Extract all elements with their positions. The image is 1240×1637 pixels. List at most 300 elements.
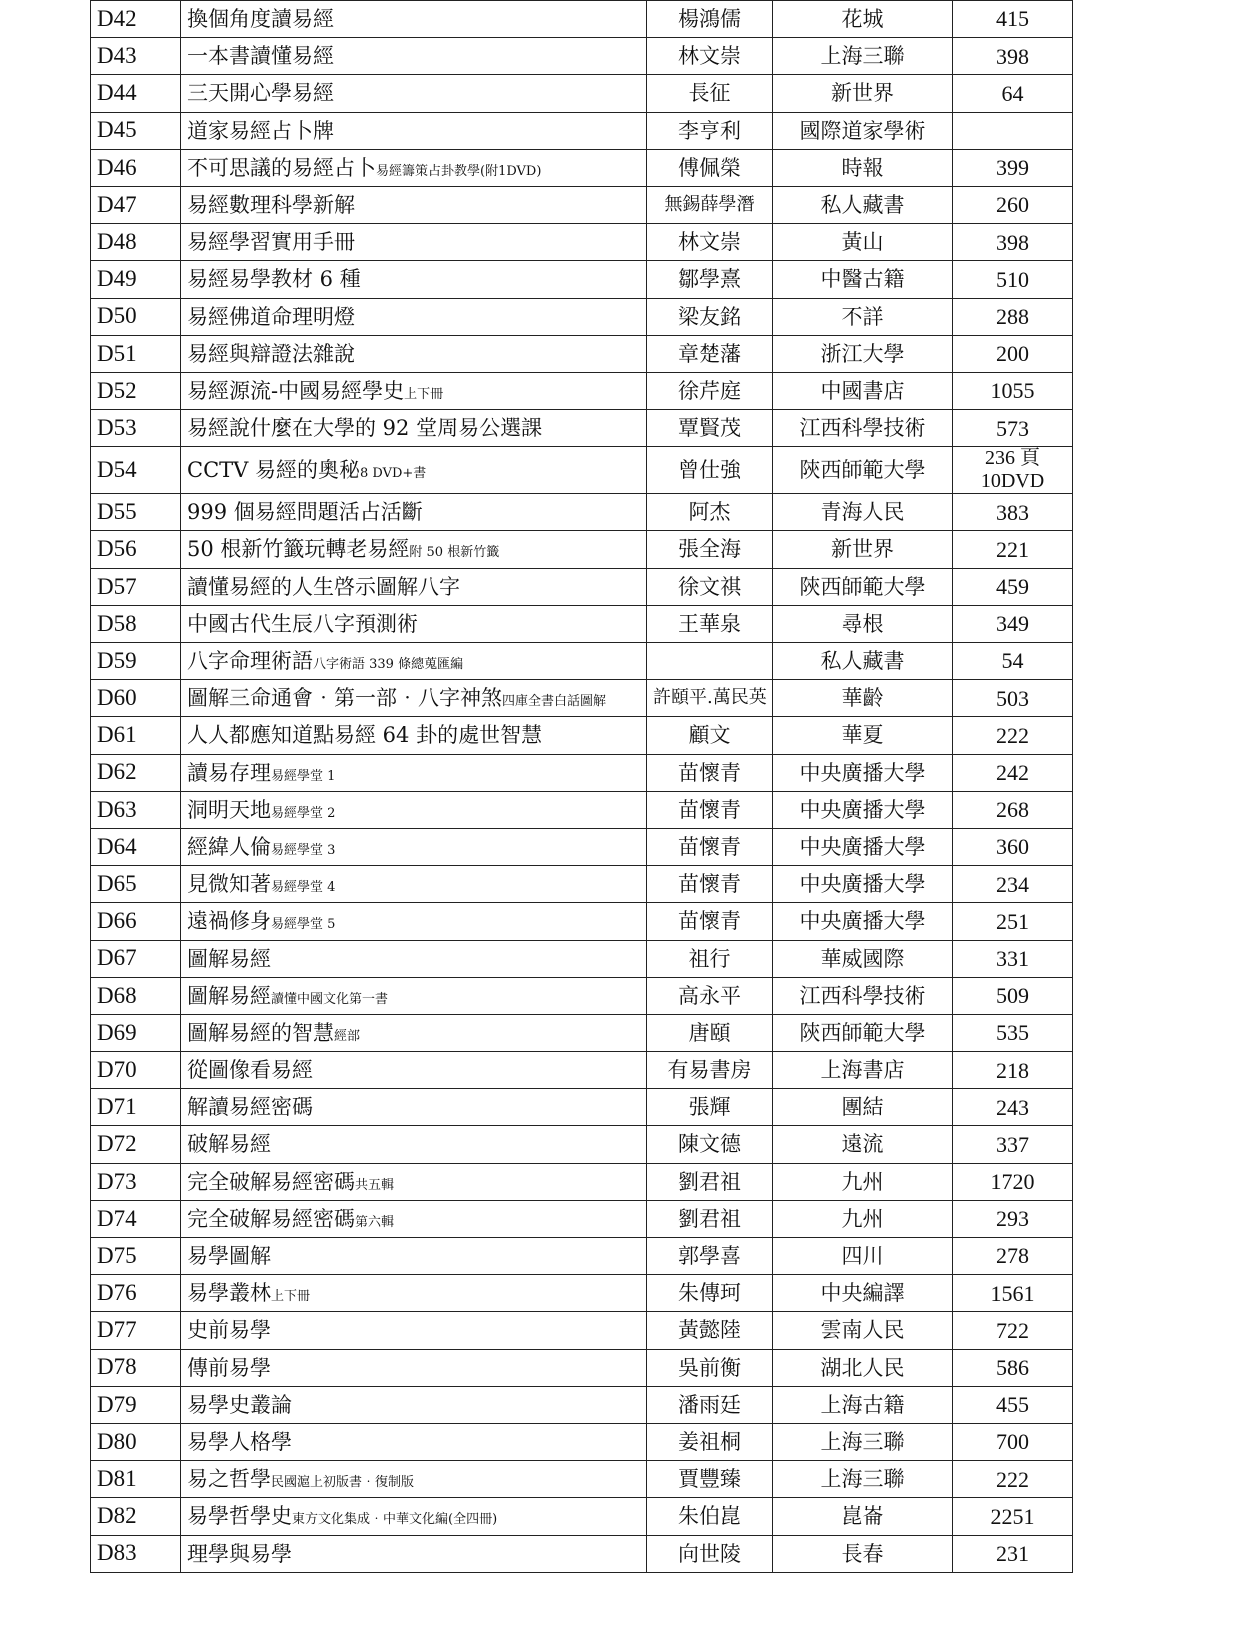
- book-title: 易學哲學史: [187, 1504, 292, 1529]
- publisher-cell: 九州: [773, 1200, 953, 1237]
- publisher-cell: 崑崙: [773, 1498, 953, 1535]
- table-row: [91, 531, 1073, 568]
- book-subtitle: 易經學堂 4: [271, 880, 336, 896]
- book-subtitle: 易經學堂 5: [271, 917, 336, 933]
- book-title-cell: [181, 903, 647, 940]
- book-title-cell: [181, 447, 647, 494]
- table-row: [91, 149, 1073, 186]
- book-title: 易經學習實用手冊: [187, 230, 355, 255]
- book-title-cell: [181, 494, 647, 531]
- author-cell: 劉君祖: [647, 1163, 773, 1200]
- book-title-cell: [181, 1312, 647, 1349]
- author-cell: 郭學喜: [647, 1238, 773, 1275]
- pages-cell: [953, 643, 1073, 680]
- book-subtitle: 易經學堂 2: [271, 805, 336, 821]
- pages-cell: [953, 1238, 1073, 1275]
- book-code-cell: D48: [91, 224, 181, 261]
- table-row: [91, 940, 1073, 977]
- publisher-cell: 雲南人民: [773, 1312, 953, 1349]
- table-row: [91, 1238, 1073, 1275]
- page-count: 415: [996, 6, 1029, 32]
- book-code-cell: D75: [91, 1238, 181, 1275]
- book-title-cell: [181, 1200, 647, 1237]
- author-cell: 林文崇: [647, 224, 773, 261]
- page-count: 398: [996, 229, 1029, 255]
- publisher-cell: 中國書店: [773, 372, 953, 409]
- book-code-cell: D80: [91, 1423, 181, 1460]
- book-title-cell: [181, 828, 647, 865]
- page-count: 398: [996, 43, 1029, 69]
- book-title-cell: [181, 940, 647, 977]
- page-count: 218: [996, 1057, 1029, 1083]
- book-title-cell: [181, 298, 647, 335]
- book-code-cell: D68: [91, 977, 181, 1014]
- book-title: 經緯人倫: [187, 834, 271, 859]
- page-count: 242: [996, 760, 1029, 785]
- table-row: [91, 754, 1073, 791]
- author-cell: 苗懷青: [647, 828, 773, 865]
- author-cell: 李亨利: [647, 112, 773, 149]
- book-title-cell: [181, 680, 647, 717]
- book-title: 完全破解易經密碼: [187, 1206, 355, 1231]
- publisher-cell: 團結: [773, 1089, 953, 1126]
- book-code-cell: D58: [91, 605, 181, 642]
- pages-cell: [953, 224, 1073, 261]
- author-cell: 章楚藩: [647, 335, 773, 372]
- author-cell: 向世陵: [647, 1535, 773, 1572]
- author-cell: 苗懷青: [647, 903, 773, 940]
- pages-cell: [953, 1349, 1073, 1386]
- page-count: 503: [996, 685, 1029, 711]
- book-subtitle: 易經學堂 1: [271, 768, 336, 784]
- pages-cell: [953, 149, 1073, 186]
- author-cell: 苗懷青: [647, 866, 773, 903]
- pages-cell: [953, 1200, 1073, 1237]
- book-title-cell: [181, 977, 647, 1014]
- table-row: [91, 298, 1073, 335]
- book-code-cell: D59: [91, 643, 181, 680]
- table-row: [91, 447, 1073, 494]
- book-code-cell: D62: [91, 754, 181, 791]
- book-subtitle: 民國滬上初版書‧復制版: [271, 1475, 415, 1491]
- table-row: [91, 112, 1073, 149]
- table-row: [91, 372, 1073, 409]
- book-title: 999 個易經問題活占活斷: [187, 500, 423, 525]
- book-title: 易學叢林: [187, 1281, 271, 1306]
- pages-cell: [953, 372, 1073, 409]
- book-title: 易經說什麼在大學的 92 堂周易公選課: [187, 416, 543, 441]
- page-count: 535: [996, 1020, 1029, 1046]
- book-code-cell: D61: [91, 717, 181, 754]
- book-title-cell: [181, 1498, 647, 1535]
- catalog-body: [91, 1, 1073, 1573]
- publisher-cell: 華威國際: [773, 940, 953, 977]
- book-title: 人人都應知道點易經 64 卦的處世智慧: [187, 723, 543, 748]
- page-count: 509: [996, 983, 1029, 1009]
- table-row: [91, 186, 1073, 223]
- book-title: 讀易存理: [187, 760, 271, 785]
- book-subtitle: 易經籌策占卦教學(附1DVD): [376, 163, 542, 179]
- book-subtitle: 經部: [334, 1028, 361, 1044]
- pages-cell: [953, 494, 1073, 531]
- page-count: 573: [996, 415, 1029, 441]
- page-count: 1720: [990, 1169, 1035, 1195]
- book-code-cell: D47: [91, 186, 181, 223]
- page-count: 2251: [990, 1503, 1035, 1529]
- page-count: 10DVD: [980, 470, 1045, 493]
- author-cell: 顧文: [647, 717, 773, 754]
- author-cell: 徐文祺: [647, 568, 773, 605]
- page-count: 234: [996, 871, 1029, 897]
- pages-cell: [953, 828, 1073, 865]
- publisher-cell: 上海三聯: [773, 1461, 953, 1498]
- book-title: 傳前易學: [187, 1355, 271, 1380]
- table-row: [91, 1089, 1073, 1126]
- book-code-cell: D69: [91, 1014, 181, 1051]
- book-title-cell: [181, 531, 647, 568]
- table-row: [91, 410, 1073, 447]
- pages-cell: [953, 75, 1073, 112]
- publisher-cell: 青海人民: [773, 494, 953, 531]
- publisher-cell: 中央廣播大學: [773, 754, 953, 791]
- book-code-cell: D73: [91, 1163, 181, 1200]
- page-count: 1055: [990, 378, 1035, 404]
- book-title-cell: [181, 335, 647, 372]
- book-code-cell: D65: [91, 866, 181, 903]
- table-row: [91, 866, 1073, 903]
- table-row: [91, 261, 1073, 298]
- page-count: 64: [1001, 80, 1024, 106]
- publisher-cell: 私人藏書: [773, 186, 953, 223]
- book-subtitle: 易經學堂 3: [271, 842, 336, 858]
- publisher-cell: 江西科學技術: [773, 410, 953, 447]
- book-code-cell: D49: [91, 261, 181, 298]
- page-count: 268: [996, 797, 1029, 823]
- page-count: 1561: [990, 1280, 1035, 1306]
- book-subtitle: 上下冊: [271, 1289, 311, 1305]
- book-title: 解讀易經密碼: [187, 1095, 313, 1120]
- author-cell: 阿杰: [647, 494, 773, 531]
- pages-cell: [953, 531, 1073, 568]
- book-subtitle: 八字術語 339 條總蒐匯編: [313, 657, 464, 673]
- book-title: 完全破解易經密碼: [187, 1169, 355, 1194]
- book-code-cell: D74: [91, 1200, 181, 1237]
- book-code-cell: D54: [91, 447, 181, 494]
- pages-cell: [953, 410, 1073, 447]
- page-count: 288: [996, 303, 1029, 329]
- publisher-cell: 浙江大學: [773, 335, 953, 372]
- pages-cell: [953, 1535, 1073, 1572]
- book-title-cell: [181, 186, 647, 223]
- table-row: [91, 1461, 1073, 1498]
- publisher-cell: 尋根: [773, 605, 953, 642]
- table-row: [91, 224, 1073, 261]
- pages-cell: [953, 38, 1073, 75]
- pages-cell: [953, 791, 1073, 828]
- book-title: 遠禍修身: [187, 909, 271, 934]
- publisher-cell: 陝西師範大學: [773, 447, 953, 494]
- book-title-cell: [181, 1052, 647, 1089]
- book-title: 中國古代生辰八字預測術: [187, 611, 418, 636]
- table-row: [91, 1386, 1073, 1423]
- book-subtitle: 附 50 根新竹籤: [409, 545, 500, 561]
- book-code-cell: D44: [91, 75, 181, 112]
- page-count: 455: [996, 1392, 1029, 1418]
- author-cell: 徐芹庭: [647, 372, 773, 409]
- pages-cell: [953, 866, 1073, 903]
- author-cell: 潘雨廷: [647, 1386, 773, 1423]
- author-cell: 賈豐臻: [647, 1461, 773, 1498]
- book-title-cell: [181, 866, 647, 903]
- publisher-cell: 長春: [773, 1535, 953, 1572]
- pages-cell: [953, 447, 1073, 494]
- page-count: 700: [996, 1429, 1029, 1455]
- publisher-cell: 新世界: [773, 75, 953, 112]
- page-count: 510: [996, 266, 1029, 292]
- author-cell: 劉君祖: [647, 1200, 773, 1237]
- pages-cell: [953, 1461, 1073, 1498]
- author-cell: 覃賢茂: [647, 410, 773, 447]
- book-code-cell: D77: [91, 1312, 181, 1349]
- pages-cell: [953, 1089, 1073, 1126]
- publisher-cell: 中央廣播大學: [773, 903, 953, 940]
- pages-cell: [953, 1498, 1073, 1535]
- book-code-cell: D56: [91, 531, 181, 568]
- book-subtitle: 8 DVD+書: [359, 466, 427, 482]
- author-cell: 朱傳珂: [647, 1275, 773, 1312]
- book-title: 三天開心學易經: [187, 81, 334, 106]
- book-title-cell: [181, 568, 647, 605]
- book-title: 讀懂易經的人生啓示圖解八字: [187, 574, 460, 599]
- table-row: [91, 1052, 1073, 1089]
- book-title: 易經源流-中國易經學史: [187, 378, 405, 403]
- pages-cell: [953, 754, 1073, 791]
- pages-cell: [953, 1, 1073, 38]
- publisher-cell: 花城: [773, 1, 953, 38]
- author-cell: 唐頤: [647, 1014, 773, 1051]
- author-cell: 楊鴻儒: [647, 1, 773, 38]
- pages-cell: [953, 335, 1073, 372]
- book-subtitle: 第六輯: [355, 1214, 395, 1230]
- book-title-cell: [181, 410, 647, 447]
- author-cell: 張輝: [647, 1089, 773, 1126]
- table-row: [91, 717, 1073, 754]
- book-title: 易學人格學: [187, 1429, 292, 1454]
- page-count: 243: [996, 1094, 1029, 1120]
- book-title: 道家易經占卜牌: [187, 118, 334, 143]
- table-row: [91, 828, 1073, 865]
- book-title-cell: [181, 791, 647, 828]
- table-row: [91, 1423, 1073, 1460]
- book-title-cell: [181, 38, 647, 75]
- book-title-cell: [181, 1275, 647, 1312]
- page-count: 231: [996, 1540, 1029, 1566]
- author-cell: 無錫薛學潛: [647, 186, 773, 223]
- book-code-cell: D45: [91, 112, 181, 149]
- table-row: [91, 75, 1073, 112]
- page-count: 331: [996, 945, 1029, 971]
- book-title-cell: [181, 1014, 647, 1051]
- book-title-cell: [181, 1349, 647, 1386]
- table-row: [91, 38, 1073, 75]
- pages-cell: [953, 1386, 1073, 1423]
- book-code-cell: D82: [91, 1498, 181, 1535]
- table-row: [91, 1498, 1073, 1535]
- table-row: [91, 1163, 1073, 1200]
- book-title: 易經與辯證法雜說: [187, 341, 355, 366]
- book-title: 圖解易經: [187, 946, 271, 971]
- author-cell: 傅佩榮: [647, 149, 773, 186]
- book-code-cell: D53: [91, 410, 181, 447]
- table-row: [91, 568, 1073, 605]
- publisher-cell: 陝西師範大學: [773, 568, 953, 605]
- author-cell: 陳文德: [647, 1126, 773, 1163]
- author-cell: 曾仕強: [647, 447, 773, 494]
- book-code-cell: D60: [91, 680, 181, 717]
- book-code-cell: D79: [91, 1386, 181, 1423]
- book-title-cell: [181, 372, 647, 409]
- book-title-cell: [181, 112, 647, 149]
- publisher-cell: 華齡: [773, 680, 953, 717]
- book-title: 破解易經: [187, 1132, 271, 1157]
- book-title-cell: [181, 149, 647, 186]
- page-count: 54: [1001, 648, 1024, 674]
- table-row: [91, 1275, 1073, 1312]
- publisher-cell: 湖北人民: [773, 1349, 953, 1386]
- pages-cell: [953, 261, 1073, 298]
- pages-cell: [953, 940, 1073, 977]
- pages-cell: [953, 298, 1073, 335]
- table-row: [91, 605, 1073, 642]
- book-title: 從圖像看易經: [187, 1058, 313, 1083]
- page-count: 349: [996, 611, 1029, 637]
- author-cell: [647, 643, 773, 680]
- book-subtitle: 四庫全書白話圖解: [502, 694, 607, 710]
- page-count: 260: [996, 192, 1029, 218]
- book-title-cell: [181, 1423, 647, 1460]
- author-cell: 王華泉: [647, 605, 773, 642]
- book-title-cell: [181, 1, 647, 38]
- book-code-cell: D76: [91, 1275, 181, 1312]
- page-count: 337: [996, 1131, 1029, 1157]
- table-row: [91, 1200, 1073, 1237]
- book-title-cell: [181, 1238, 647, 1275]
- publisher-cell: 江西科學技術: [773, 977, 953, 1014]
- book-title: 易之哲學: [187, 1467, 271, 1492]
- page-count: 222: [996, 722, 1029, 748]
- publisher-cell: 新世界: [773, 531, 953, 568]
- book-title: 易經易學教材 6 種: [187, 267, 361, 292]
- book-code-cell: D46: [91, 149, 181, 186]
- author-cell: 張全海: [647, 531, 773, 568]
- pages-cell: [953, 1163, 1073, 1200]
- table-row: [91, 1126, 1073, 1163]
- table-row: [91, 977, 1073, 1014]
- book-title: CCTV 易經的奧秘: [187, 458, 360, 483]
- book-title: 史前易學: [187, 1318, 271, 1343]
- author-cell: 長征: [647, 75, 773, 112]
- pages-cell: [953, 977, 1073, 1014]
- table-row: [91, 1, 1073, 38]
- book-title-cell: [181, 1089, 647, 1126]
- book-code-cell: D72: [91, 1126, 181, 1163]
- author-cell: 祖行: [647, 940, 773, 977]
- book-title: 圖解三命通會‧第一部‧八字神煞: [187, 686, 502, 711]
- table-row: [91, 791, 1073, 828]
- publisher-cell: 國際道家學術: [773, 112, 953, 149]
- author-cell: 黃懿陸: [647, 1312, 773, 1349]
- page-count: 360: [996, 834, 1029, 860]
- book-title: 易經數理科學新解: [187, 192, 355, 217]
- publisher-cell: 時報: [773, 149, 953, 186]
- book-subtitle: 讀懂中國文化第一書: [271, 991, 389, 1007]
- book-title: 易學圖解: [187, 1244, 271, 1269]
- pages-cell: [953, 1052, 1073, 1089]
- publisher-cell: 上海古籍: [773, 1386, 953, 1423]
- author-cell: 鄒學熹: [647, 261, 773, 298]
- publisher-cell: 中央廣播大學: [773, 828, 953, 865]
- table-row: [91, 643, 1073, 680]
- table-row: [91, 903, 1073, 940]
- author-cell: 苗懷青: [647, 791, 773, 828]
- author-cell: 梁友銘: [647, 298, 773, 335]
- book-title-cell: [181, 261, 647, 298]
- book-title-cell: [181, 224, 647, 261]
- book-title-cell: [181, 1461, 647, 1498]
- book-title-cell: [181, 643, 647, 680]
- page-count: 200: [996, 341, 1029, 367]
- book-title: 理學與易學: [187, 1541, 292, 1566]
- publisher-cell: 陝西師範大學: [773, 1014, 953, 1051]
- book-title: 洞明天地: [187, 797, 271, 822]
- publisher-cell: 不詳: [773, 298, 953, 335]
- author-cell: 苗懷青: [647, 754, 773, 791]
- table-row: [91, 494, 1073, 531]
- book-title-cell: [181, 754, 647, 791]
- pages-cell: [953, 1014, 1073, 1051]
- author-cell: 姜祖桐: [647, 1423, 773, 1460]
- book-title-cell: [181, 717, 647, 754]
- book-subtitle: 共五輯: [355, 1177, 395, 1193]
- author-cell: 高永平: [647, 977, 773, 1014]
- publisher-cell: 黃山: [773, 224, 953, 261]
- book-code-cell: D50: [91, 298, 181, 335]
- table-row: [91, 335, 1073, 372]
- pages-cell: [953, 717, 1073, 754]
- publisher-cell: 中醫古籍: [773, 261, 953, 298]
- book-title: 50 根新竹籤玩轉老易經: [187, 537, 410, 562]
- table-row: [91, 1312, 1073, 1349]
- book-title: 八字命理術語: [187, 649, 313, 674]
- publisher-cell: 中央編譯: [773, 1275, 953, 1312]
- book-title: 易學史叢論: [187, 1392, 292, 1417]
- book-code-cell: D66: [91, 903, 181, 940]
- book-subtitle: 東方文化集成‧中華文化編(全四冊): [292, 1512, 498, 1528]
- book-code-cell: D71: [91, 1089, 181, 1126]
- book-subtitle: 上下冊: [404, 386, 444, 402]
- book-code-cell: D42: [91, 1, 181, 38]
- page-count: 278: [996, 1243, 1029, 1269]
- pages-cell: [953, 1275, 1073, 1312]
- book-title-cell: [181, 1163, 647, 1200]
- book-code-cell: D70: [91, 1052, 181, 1089]
- book-title: 見微知著: [187, 872, 271, 897]
- pages-cell: [953, 186, 1073, 223]
- book-code-cell: D78: [91, 1349, 181, 1386]
- author-cell: 林文崇: [647, 38, 773, 75]
- book-title: 易經佛道命理明燈: [187, 304, 355, 329]
- page-count: 221: [996, 536, 1029, 562]
